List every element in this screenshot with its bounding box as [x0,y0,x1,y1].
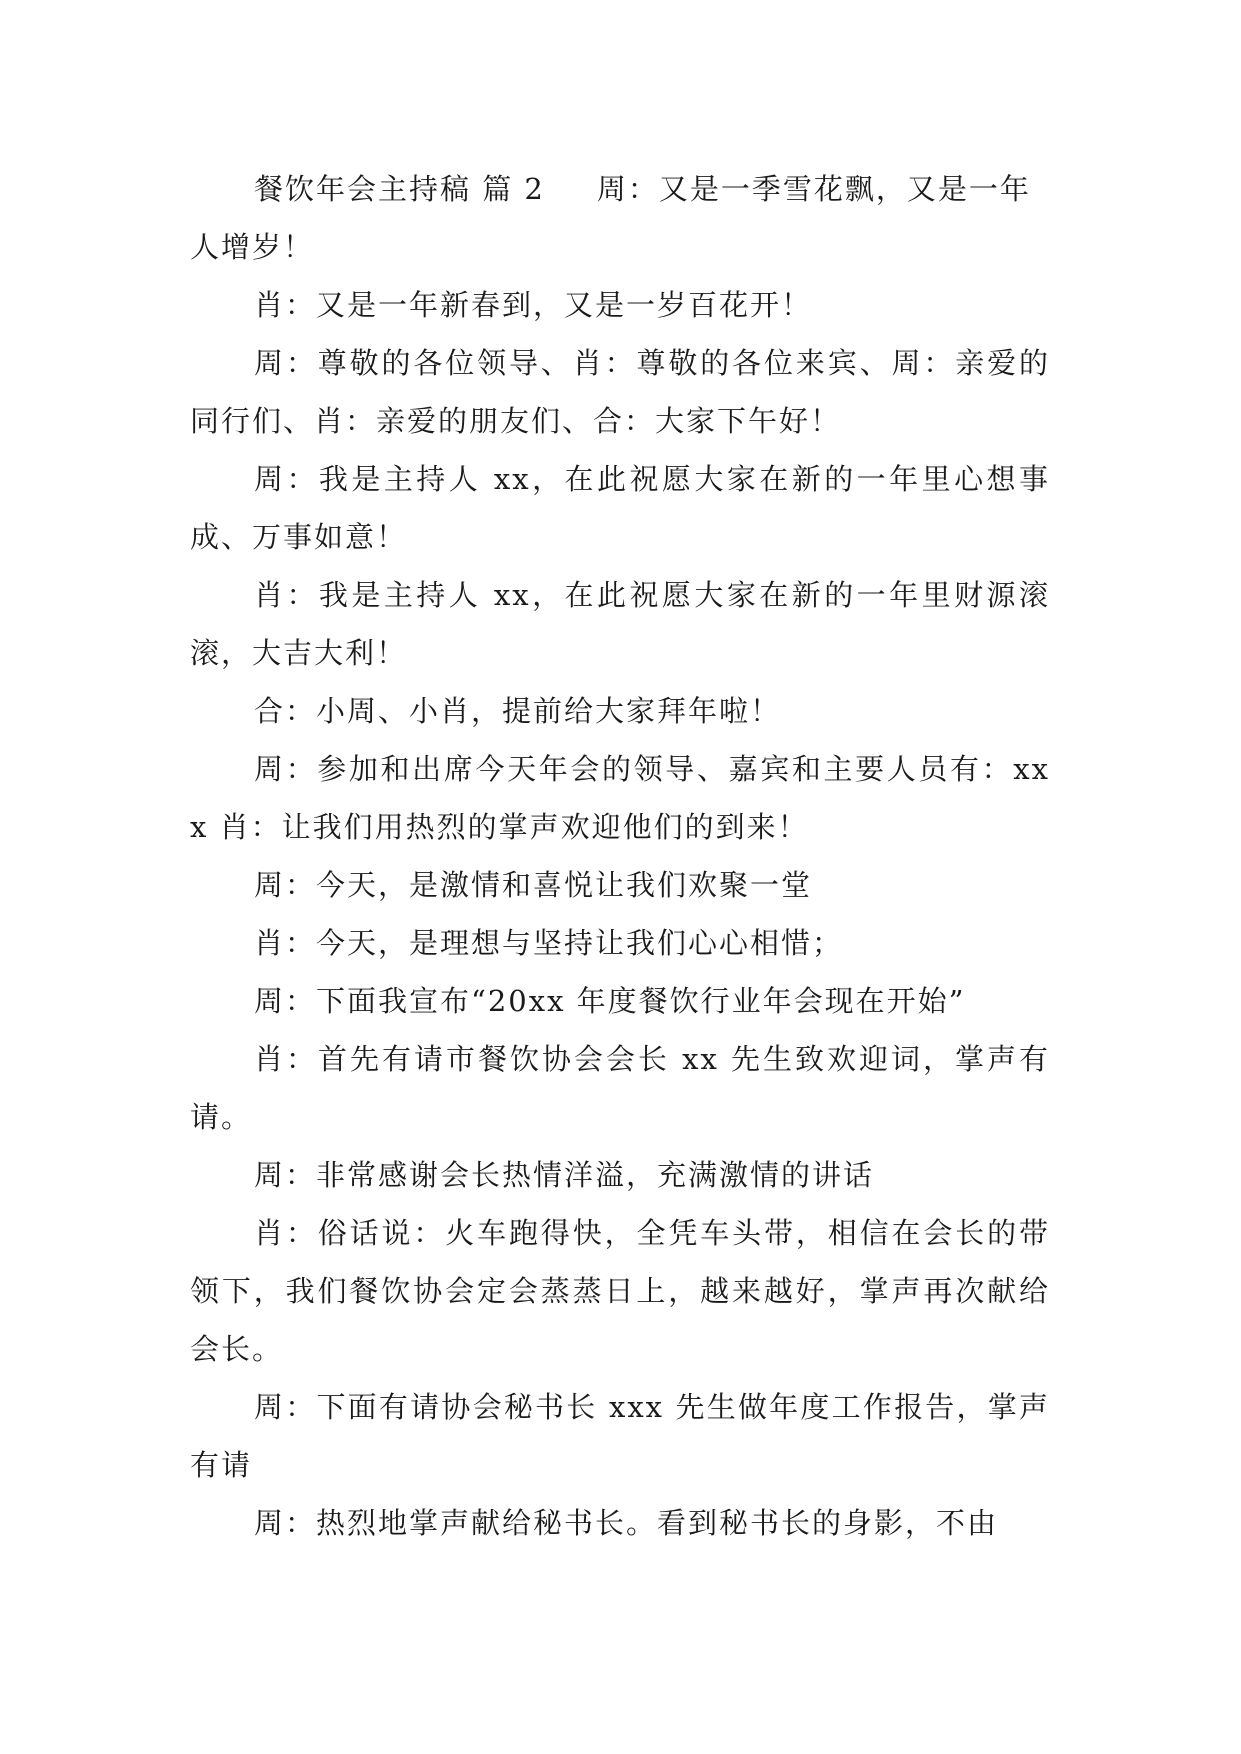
paragraph: 周：尊敬的各位领导、肖：尊敬的各位来宾、周：亲爱的同行们、肖：亲爱的朋友们、合：大家下午好！ [190,346,1050,438]
paragraph: 周：下面我宣布“20xx 年度餐饮行业年会现在开始” [254,984,966,1018]
paragraph: 周：热烈地掌声献给秘书长。看到秘书长的身影，不由 [254,1506,999,1540]
document-body [190,160,1050,1552]
document-title: 餐饮年会主持稿 篇 2 [254,172,545,206]
paragraph: 周：又是一季雪花飘，又是一年人增岁！ [190,172,1031,264]
paragraph: 肖：首先有请市餐饮协会会长 xx 先生致欢迎词，掌声有请。 [190,1042,1050,1134]
paragraph: 周：非常感谢会长热情洋溢，充满激情的讲话 [254,1158,875,1192]
paragraph: 肖：俗话说：火车跑得快，全凭车头带，相信在会长的带领下，我们餐饮协会定会蒸蒸日上，越来越好，掌声再次献给会长。 [190,1216,1050,1366]
heading-line [190,160,1050,276]
paragraph: 合：小周、小肖，提前给大家拜年啦！ [254,694,782,728]
paragraph: 周：下面有请协会秘书长 xxx 先生做年度工作报告，掌声有请 [190,1390,1050,1482]
paragraph: 肖：又是一年新春到，又是一岁百花开！ [254,288,813,322]
paragraph: 肖：我是主持人 xx，在此祝愿大家在新的一年里财源滚滚，大吉大利！ [190,578,1050,670]
paragraph: 肖：今天，是理想与坚持让我们心心相惜； [254,926,844,960]
paragraph: 周：参加和出席今天年会的领导、嘉宾和主要人员有：xxx 肖：让我们用热烈的掌声欢迎他们的到来！ [190,752,1050,844]
paragraph: 周：我是主持人 xx，在此祝愿大家在新的一年里心想事成、万事如意！ [190,462,1050,554]
paragraph: 周：今天，是激情和喜悦让我们欢聚一堂 [254,868,813,902]
